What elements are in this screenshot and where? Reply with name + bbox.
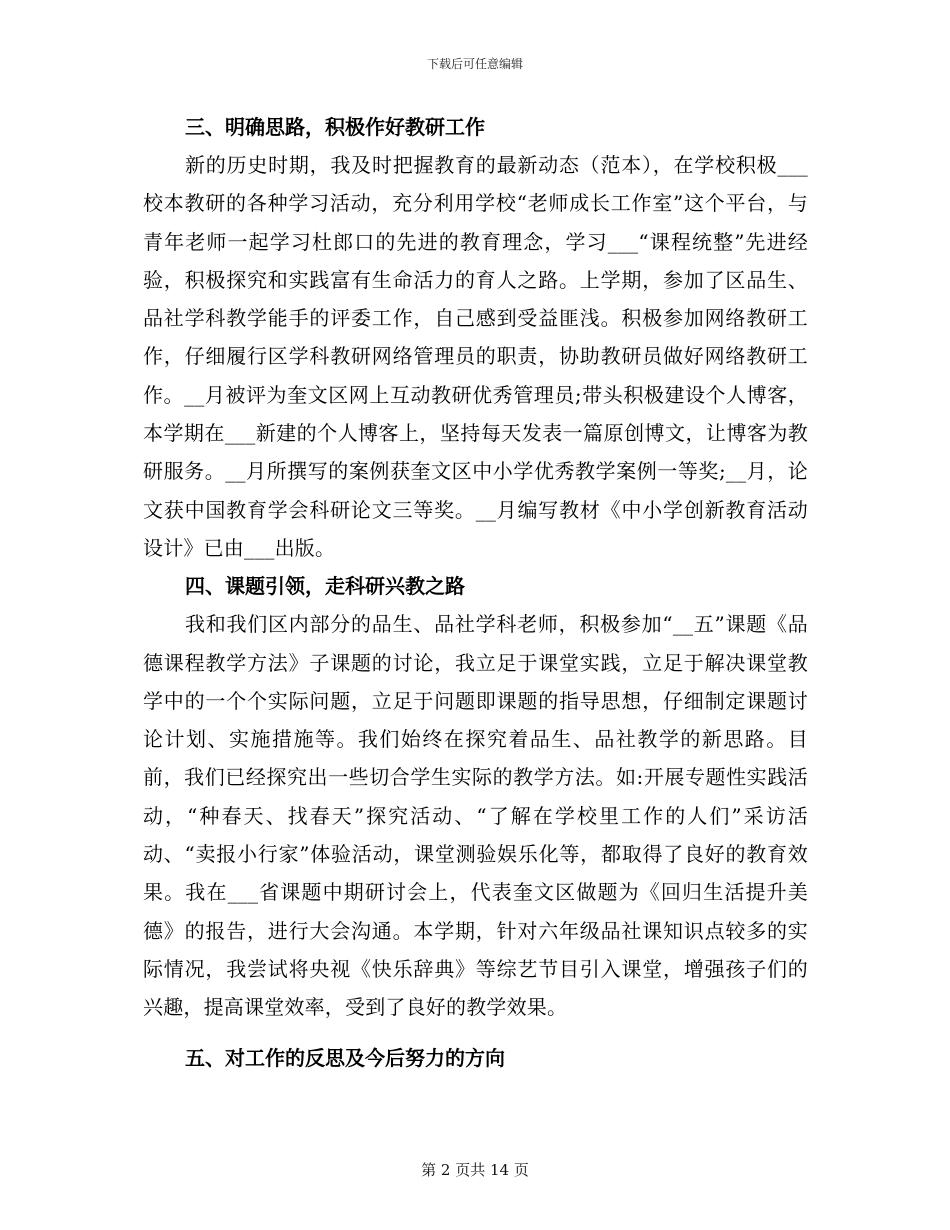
download-note: 下载后可任意编辑 [426,57,523,71]
section-3-paragraph: 新的历史时期，我及时把握教育的最新动态（范本），在学校积极___校本教研的各种学习活动，充分利用学校“老师成长工作室”这个平台，与青年老师一起学习杜郎口的先进的教育理念，学习___“课程统整”先进经验，积极探究和实践富有生命活力的育人之路。上学期，参加了区品生、品社学科教学能手的评委工作，自己感到受益匪浅。积极参加网络教研工作，仔细履行区学科教研网络管理员的职责，协助教研员做好网络教研工作。__月被评为奎文区网上互动教研优秀管理员;带头积极建设个人博客，本学期在___新建的个人博客上，坚持每天发表一篇原创博文，让博客为教研服务。__月所撰写的案例获奎文区中小学优秀教学案例一等奖;__月，论文获中国教育学会科研论文三等奖。__月编写教材《中小学创新教育活动设计》已由___出版。 [143,153,808,560]
section-spacer [143,1027,808,1039]
section-5-heading: 五、对工作的反思及今后努力的方向 [185,1045,505,1070]
section-4-paragraph: 我和我们区内部分的品生、品社学科老师，积极参加“__五”课题《品德课程教学方法》子课题的讨论，我立足于课堂实践，立足于解决课堂教学中的一个个实际问题，立足于问题即课题的指导思想，仔细制定课题讨论计划、实施措施等。我们始终在探究着品生、品社教学的新思路。目前，我们已经探究出一些切合学生实际的教学方法。如:开展专题性实践活动，“种春天、找春天”探究活动、“了解在学校里工作的人们”采访活动、“卖报小行家”体验活动，课堂测验娱乐化等，都取得了良好的教育效果。我在___省课题中期研讨会上，代表奎文区做题为《回归生活提升美德》的报告，进行大会沟通。本学期，针对六年级品社课知识点较多的实际情况，我尝试将央视《快乐辞典》等综艺节目引入课堂，增强孩子们的兴趣，提高课堂效率，受到了良好的教学效果。 [143,612,808,1020]
page-number: 第 2 页共 14 页 [421,1161,529,1179]
section-4-heading: 四、课题引领，走科研兴教之路 [185,574,465,599]
section-3-heading: 三、明确思路，积极作好教研工作 [185,115,485,139]
document-body [143,108,808,1077]
